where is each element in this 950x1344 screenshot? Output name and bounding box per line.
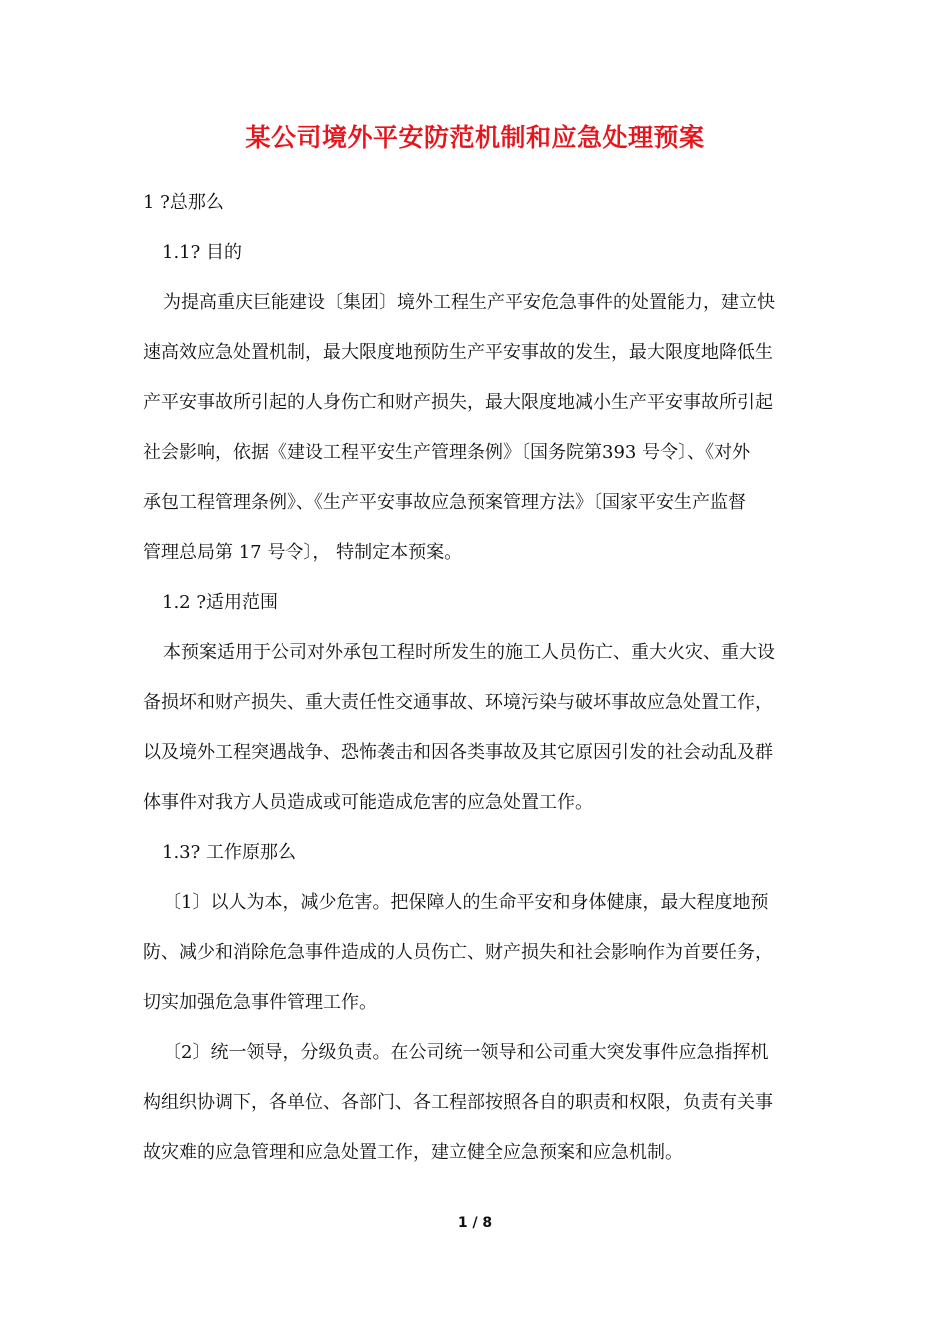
paragraph-principle-2 [143,1028,815,1178]
paragraph-line: 为提高重庆巨能建设〔集团〕境外工程生产平安危急事件的处置能力，建立快 [163,292,775,313]
paragraph-line: 故灾难的应急管理和应急处置工作，建立健全应急预案和应急机制。 [143,1142,683,1163]
section-heading-1-1: 1.1? 目的 [162,242,242,263]
paragraph-line: 备损坏和财产损失、重大责任性交通事故、环境污染与破坏事故应急处置工作， [143,692,773,713]
section-heading-1-3: 1.3? 工作原那么 [162,842,296,863]
section-heading-1-2: 1.2 ?适用范围 [162,592,278,613]
paragraph-purpose [143,278,815,578]
document-title: 某公司境外平安防范机制和应急处理预案 [245,123,705,152]
paragraph-scope [143,628,815,828]
paragraph-line: 速高效应急处置机制，最大限度地预防生产平安事故的发生，最大限度地降低生 [143,342,773,363]
page-indicator: 1 / 8 [457,1215,493,1231]
paragraph-line: 承包工程管理条例》、《生产平安事故应急预案管理方法》〔国家平安生产监督 [143,492,746,513]
section-heading-1: 1 ?总那么 [143,192,224,213]
paragraph-line: 本预案适用于公司对外承包工程时所发生的施工人员伤亡、重大火灾、重大设 [163,642,775,663]
paragraph-line: 产平安事故所引起的人身伤亡和财产损失，最大限度地减小生产平安事故所引起 [143,392,773,413]
paragraph-line: 防、减少和消除危急事件造成的人员伤亡、财产损失和社会影响作为首要任务， [143,942,773,963]
paragraph-line: 体事件对我方人员造成或可能造成危害的应急处置工作。 [143,792,593,813]
paragraph-line: 切实加强危急事件管理工作。 [143,992,377,1013]
paragraph-line: 〔1〕以人为本，减少危害。把保障人的生命平安和身体健康，最大程度地预 [163,892,769,913]
paragraph-line: 〔2〕统一领导，分级负责。在公司统一领导和公司重大突发事件应急指挥机 [163,1042,769,1063]
paragraph-principle-1 [143,878,815,1028]
paragraph-line: 构组织协调下，各单位、各部门、各工程部按照各自的职责和权限，负责有关事 [143,1092,773,1113]
document-body [143,178,815,1178]
paragraph-line: 社会影响，依据《建设工程平安生产管理条例》〔国务院第393 号令〕、《对外 [143,442,751,463]
paragraph-line: 以及境外工程突遇战争、恐怖袭击和因各类事故及其它原因引发的社会动乱及群 [143,742,773,763]
paragraph-line: 管理总局第 17 号令〕， 特制定本预案。 [143,542,463,563]
